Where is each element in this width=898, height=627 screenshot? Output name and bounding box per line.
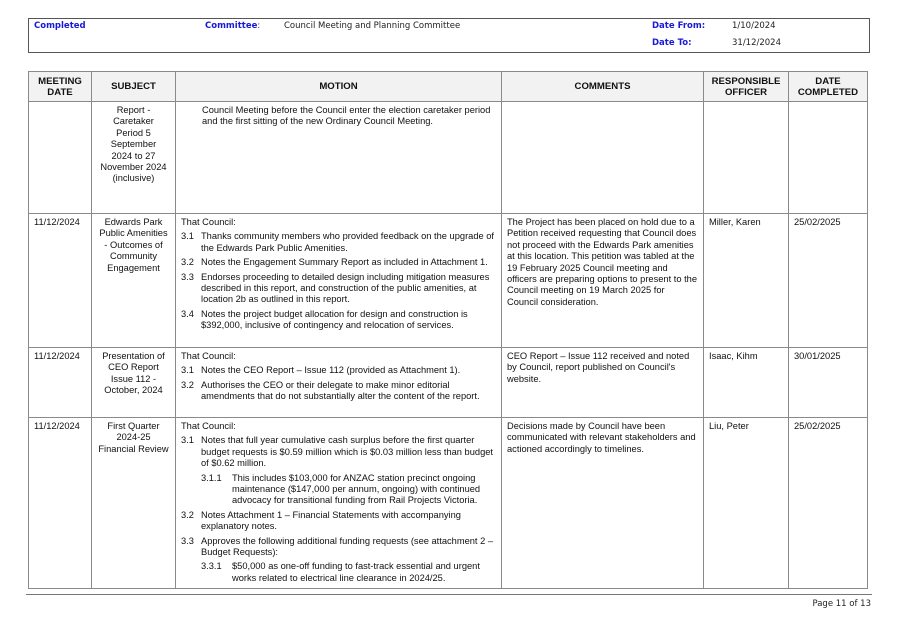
col-header-responsible-officer: RESPONSIBLE OFFICER bbox=[704, 72, 789, 102]
motion-subitem bbox=[201, 561, 496, 584]
officer-cell: Liu, Peter bbox=[704, 418, 789, 589]
motion-item-number: 3.3 bbox=[181, 271, 194, 282]
page-number: Page 11 of 13 bbox=[812, 599, 871, 609]
date-to-label: Date To: bbox=[652, 38, 692, 48]
table-row bbox=[29, 102, 868, 214]
col-header-comments: COMMENTS bbox=[502, 72, 704, 102]
col-header-motion: MOTION bbox=[176, 72, 502, 102]
motion-item bbox=[181, 536, 496, 559]
comments-cell: Decisions made by Council have been communicated with relevant stakeholders and actioned accordingly to timelines. bbox=[502, 418, 704, 589]
motion-item bbox=[181, 257, 496, 268]
motion-item bbox=[181, 231, 496, 254]
motion-item-number: 3.2 bbox=[181, 257, 194, 268]
motion-item-text: Notes the CEO Report – Issue 112 (provided as Attachment 1). bbox=[201, 365, 461, 376]
motion-cell bbox=[176, 102, 502, 214]
col-header-date-completed: DATE COMPLETED bbox=[789, 72, 868, 102]
colon: : bbox=[257, 21, 261, 31]
motion-item-number: 3.2 bbox=[181, 379, 194, 390]
motion-item-text: Endorses proceeding to detailed design including mitigation measures described in this report, and construction of the public amenities, at location 2b as outlined in this report. bbox=[201, 271, 490, 305]
subject-cell: Presentation of CEO Report Issue 112 - October, 2024 bbox=[92, 348, 176, 418]
date-completed-cell: 25/02/2025 bbox=[789, 214, 868, 348]
motions-table bbox=[28, 71, 868, 589]
motion-cell bbox=[176, 348, 502, 418]
meeting-date-cell bbox=[29, 102, 92, 214]
subject-cell: Report - Caretaker Period 5 September 2024 to 27 November 2024 (inclusive) bbox=[92, 102, 176, 214]
date-from-value: 1/10/2024 bbox=[732, 21, 776, 31]
subject-cell: First Quarter 2024-25 Financial Review bbox=[92, 418, 176, 589]
motion-item-text: This includes $103,000 for ANZAC station precinct ongoing maintenance ($147,000 per annum, ongoing) with continued advocacy for transitional funding from Rail Projects Victoria. bbox=[232, 472, 481, 506]
motion-item-text: Authorises the CEO or their delegate to make minor editorial amendments that do not substantially alter the content of the report. bbox=[201, 379, 480, 402]
col-header-subject: SUBJECT bbox=[92, 72, 176, 102]
committee-label bbox=[205, 21, 260, 31]
date-completed-cell: 25/02/2025 bbox=[789, 418, 868, 589]
motion-cell bbox=[176, 418, 502, 589]
motion-item bbox=[181, 510, 496, 533]
comments-cell: CEO Report – Issue 112 received and noted by Council, report published on Council's website. bbox=[502, 348, 704, 418]
motion-item-text: Notes the project budget allocation for design and construction is $392,000, inclusive of contingency and relocation of services. bbox=[201, 308, 468, 331]
motion-item-number: 3.2 bbox=[181, 509, 194, 520]
comments-cell: The Project has been placed on hold due to a Petition received requesting that Council does not proceed with the Edwards Park amenities at this location. This petition was tabled at the 19 February 2025 Council meeting and officers are preparing options to present to the Council meeting on 19 March 2025 for Council consideration. bbox=[502, 214, 704, 348]
committee-value: Council Meeting and Planning Committee bbox=[284, 21, 461, 31]
motion-item bbox=[181, 309, 496, 332]
date-completed-cell: 30/01/2025 bbox=[789, 348, 868, 418]
motion-item bbox=[181, 365, 496, 376]
motion-item bbox=[181, 380, 496, 403]
table-header-row bbox=[29, 72, 868, 102]
table-row bbox=[29, 214, 868, 348]
officer-cell: Isaac, Kihm bbox=[704, 348, 789, 418]
date-to-value: 31/12/2024 bbox=[732, 38, 781, 48]
comments-cell bbox=[502, 102, 704, 214]
motion-item-text: Thanks community members who provided feedback on the upgrade of the Edwards Park Public Amenities. bbox=[201, 231, 495, 253]
motion-item bbox=[181, 272, 496, 306]
table-row bbox=[29, 348, 868, 418]
motion-item-number: 3.1.1 bbox=[201, 472, 222, 483]
meeting-date-cell: 11/12/2024 bbox=[29, 418, 92, 589]
motion-item-number: 3.3.1 bbox=[201, 561, 222, 572]
table-row bbox=[29, 418, 868, 589]
motion-item bbox=[181, 435, 496, 469]
motion-item-number: 3.1 bbox=[181, 231, 194, 242]
date-from-label: Date From: bbox=[652, 21, 706, 31]
motion-item-text: Approves the following additional funding requests (see attachment 2 –Budget Requests): bbox=[201, 535, 494, 558]
motion-intro: That Council: bbox=[181, 421, 236, 431]
col-header-meeting-date: MEETING DATE bbox=[29, 72, 92, 102]
motion-item-number: 3.1 bbox=[181, 365, 194, 376]
motion-item-text: Notes that full year cumulative cash surplus before the first quarter budget requests is $0.59 million which is $0.03 million less than budget of $0.62 million. bbox=[201, 435, 493, 469]
motion-continuation: Council Meeting before the Council enter the election caretaker period and the first sitting of the new Ordinary Council Meeting. bbox=[202, 105, 491, 127]
motion-intro: That Council: bbox=[181, 351, 236, 361]
motion-intro: That Council: bbox=[181, 217, 236, 227]
motion-cell bbox=[176, 214, 502, 348]
motion-item-text: Notes the Engagement Summary Report as included in Attachment 1. bbox=[201, 257, 488, 268]
motion-item-number: 3.3 bbox=[181, 535, 194, 546]
subject-cell: Edwards Park Public Amenities - Outcomes of Community Engagement bbox=[92, 214, 176, 348]
motion-item-text: $50,000 as one-off funding to fast-track essential and urgent works related to electrical line clearance in 2024/25. bbox=[232, 561, 480, 583]
footer-divider bbox=[26, 594, 872, 595]
status-label: Completed bbox=[34, 21, 86, 31]
committee-label-text: Committee bbox=[205, 21, 258, 31]
meeting-date-cell: 11/12/2024 bbox=[29, 348, 92, 418]
officer-cell bbox=[704, 102, 789, 214]
date-completed-cell bbox=[789, 102, 868, 214]
motion-item-number: 3.4 bbox=[181, 308, 194, 319]
meeting-date-cell: 11/12/2024 bbox=[29, 214, 92, 348]
motion-item-number: 3.1 bbox=[181, 435, 194, 446]
motion-subitem bbox=[201, 473, 496, 507]
motion-item-text: Notes Attachment 1 – Financial Statements with accompanying explanatory notes. bbox=[201, 509, 461, 532]
report-header-box bbox=[28, 18, 870, 53]
officer-cell: Miller, Karen bbox=[704, 214, 789, 348]
